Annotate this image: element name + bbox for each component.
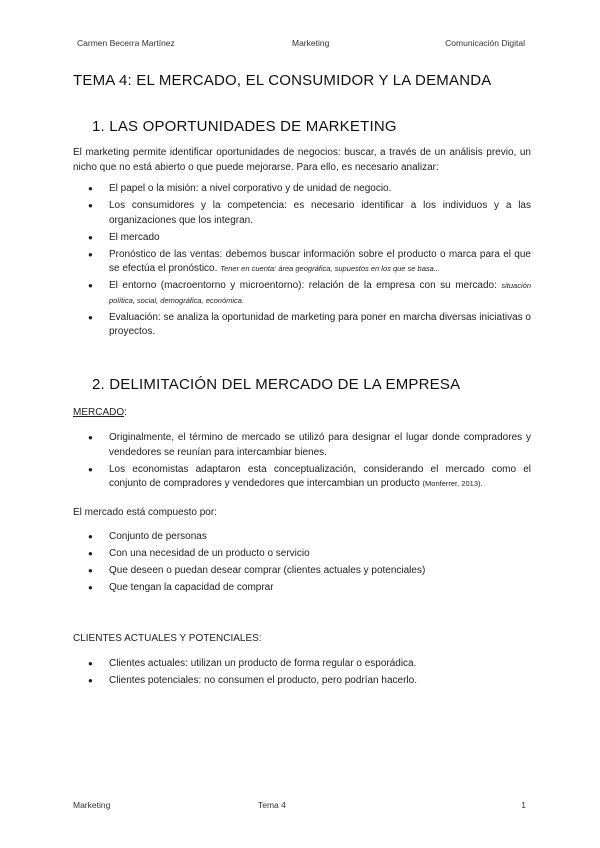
page-title: TEMA 4: EL MERCADO, EL CONSUMIDOR Y LA DEMANDA (73, 72, 492, 89)
mercado-label-line: MERCADO: (73, 407, 127, 418)
bullet-note: Tener en cuenta: área geográfica, supuestos en los que se basa... (220, 264, 441, 273)
footer-course: Marketing (73, 800, 111, 810)
section1-bullet-list (73, 182, 531, 342)
composed-bullet-list (73, 530, 531, 598)
section2-heading: 2. DELIMITACIÓN DEL MERCADO DE LA EMPRESA (92, 376, 461, 393)
header-degree: Comunicación Digital (445, 38, 525, 48)
mercado-label: MERCADO (73, 407, 125, 418)
list-item: ● Que deseen o puedan desear comprar (clientes actuales y potenciales) (73, 564, 531, 579)
list-item: ● El entorno (macroentorno y microentorno): relación de la empresa con su mercado: situación política, social, demográfica, económica. (73, 279, 531, 308)
list-item: ● Que tengan la capacidad de comprar (73, 581, 531, 596)
header-course: Marketing (292, 38, 330, 48)
list-item: ● Evaluación: se analiza la oportunidad de marketing para poner en marcha diversas iniciativas o proyectos. (73, 311, 531, 340)
list-item: ● El papel o la misión: a nivel corporativo y de unidad de negocio. (73, 182, 531, 197)
list-item: ● Conjunto de personas (73, 530, 531, 545)
list-item: ● Originalmente, el término de mercado se utilizó para designar el lugar donde compradores y vendedores se reunían para intercambiar bienes. (73, 431, 531, 460)
list-item: ● Con una necesidad de un producto o servicio (73, 547, 531, 562)
clients-heading: CLIENTES ACTUALES Y POTENCIALES: (73, 633, 262, 644)
list-item: ● Pronóstico de las ventas: debemos buscar información sobre el producto o marca para el que se efectúa el pronóstico. Tener en cuenta: área geográfica, supuestos en los que se basa... (73, 248, 531, 277)
footer-topic: Tema 4 (258, 800, 286, 810)
composed-intro: El mercado está compuesto por: (73, 507, 217, 518)
section1-intro: El marketing permite identificar oportunidades de negocios: buscar, a través de un análisis previo, un nicho que no está abierto o que puede mejorarse. Para ello, es necesario analizar: (73, 147, 531, 173)
mercado-bullet-list (73, 431, 531, 494)
bullet-note: situación política, social, demográfica, económica. (109, 281, 531, 305)
list-item: ● Clientes potenciales: no consumen el producto, pero podrían hacerlo. (73, 674, 531, 689)
list-item: ● Los economistas adaptaron esta conceptualización, considerando el mercado como el conjunto de compradores y vendedores que intercambian un producto (Monferrer, 2013). (73, 463, 531, 492)
list-item: ● Clientes actuales: utilizan un producto de forma regular o esporádica. (73, 657, 531, 672)
list-item: ● El mercado (73, 231, 531, 246)
page-number: 1 (521, 800, 526, 810)
citation: (Monferrer, 2013). (422, 479, 483, 488)
section1-heading: 1. LAS OPORTUNIDADES DE MARKETING (92, 118, 397, 135)
list-item: ● Los consumidores y la competencia: es necesario identificar a los individuos y a las organizaciones que los integran. (73, 199, 531, 228)
header-author: Carmen Becerra Martínez (77, 38, 175, 48)
clients-bullet-list (73, 657, 531, 691)
